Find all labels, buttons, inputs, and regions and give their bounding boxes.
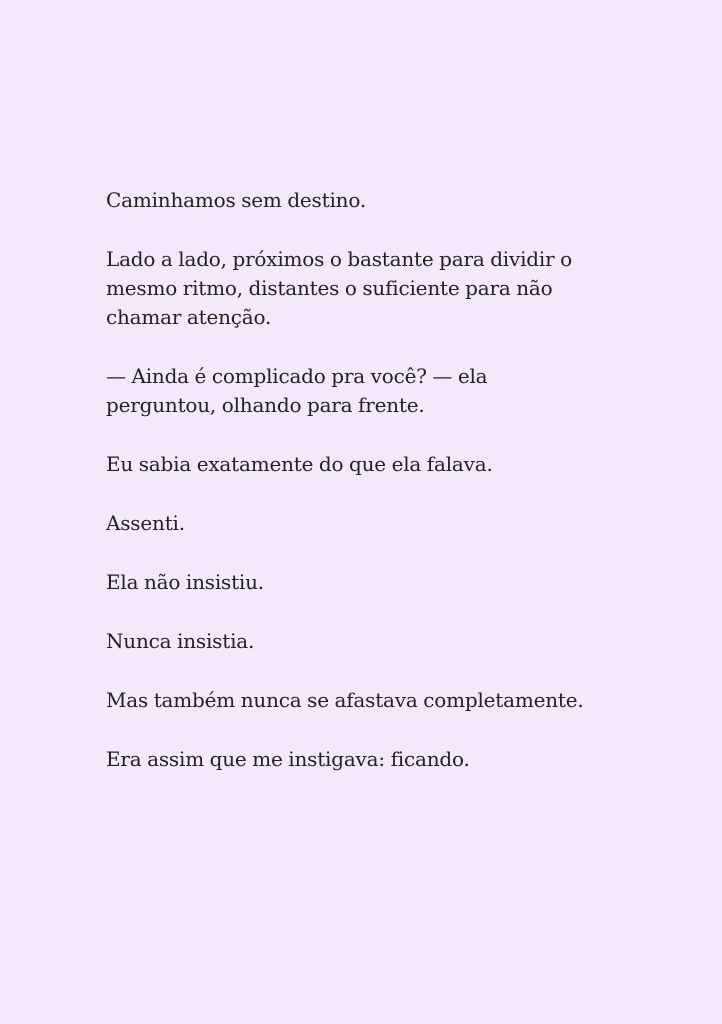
paragraph <box>106 245 642 332</box>
text-line: Lado a lado, próximos o bastante para dividir o <box>106 247 572 271</box>
paragraph <box>106 509 642 538</box>
paragraph <box>106 627 642 656</box>
paragraph <box>106 686 642 715</box>
text-line: mesmo ritmo, distantes o suficiente para não <box>106 276 553 300</box>
paragraph <box>106 745 642 774</box>
paragraph <box>106 450 642 479</box>
text-line: — Ainda é complicado pra você? — ela <box>106 364 488 388</box>
paragraph <box>106 186 642 215</box>
text-line: Mas também nunca se afastava completamente. <box>106 688 584 712</box>
text-line: Assenti. <box>106 511 185 535</box>
text-line: perguntou, olhando para frente. <box>106 393 425 417</box>
paragraph <box>106 568 642 597</box>
paragraph <box>106 362 642 420</box>
text-line: Caminhamos sem destino. <box>106 188 366 212</box>
text-line: chamar atenção. <box>106 305 272 329</box>
text-line: Ela não insistiu. <box>106 570 264 594</box>
text-line: Nunca insistia. <box>106 629 255 653</box>
text-line: Era assim que me instigava: ficando. <box>106 747 470 771</box>
text-line: Eu sabia exatamente do que ela falava. <box>106 452 493 476</box>
